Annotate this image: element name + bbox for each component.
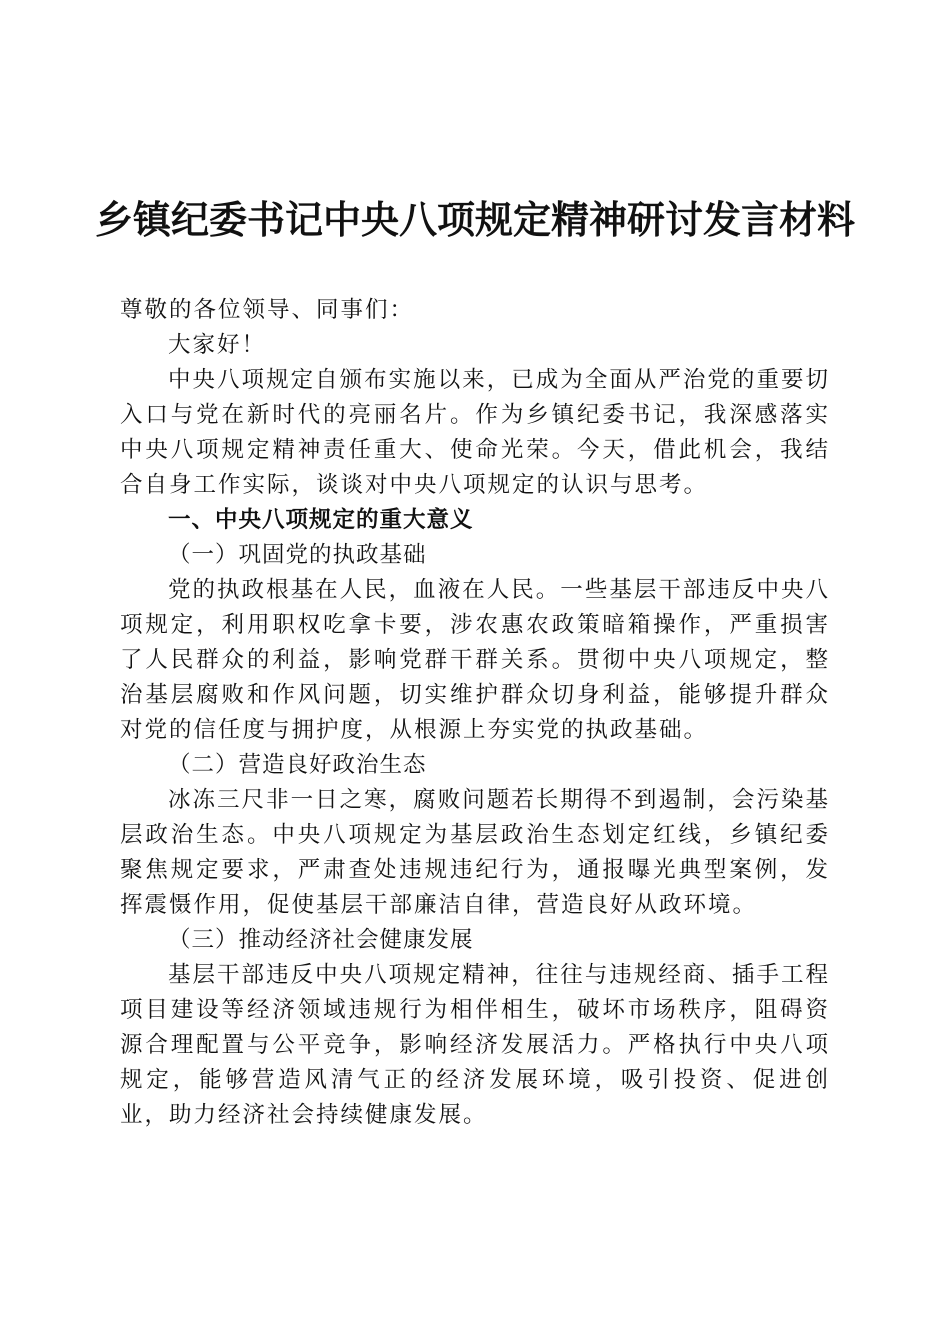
greeting: 大家好！: [168, 332, 267, 358]
salutation: 尊敬的各位领导、同事们：: [120, 297, 415, 323]
subsection-paragraph-2: 冰冻三尺非一日之寒，腐败问题若长期得不到遏制，会污染基层政治生态。中央八项规定为基层政治生态划定红线，乡镇纪委聚焦规定要求，严肃查处违规违纪行为，通报曝光典型案例，发挥震慑作用，促使基层干部廉洁自律，营造良好从政环境。: [120, 787, 830, 918]
document-title: 乡镇纪委书记中央八项规定精神研讨发言材料: [94, 198, 855, 242]
subsection-heading-1: （一）巩固党的执政基础: [168, 542, 427, 568]
subsection-paragraph-3: 基层干部违反中央八项规定精神，往往与违规经商、插手工程项目建设等经济领域违规行为相伴相生，破坏市场秩序，阻碍资源合理配置与公平竞争，影响经济发展活力。严格执行中央八项规定，能够营造风清气正的经济发展环境，吸引投资、促进创业，助力经济社会持续健康发展。: [120, 962, 830, 1128]
section-heading-1: 一、中央八项规定的重大意义: [168, 507, 474, 533]
document-body: [120, 293, 830, 1133]
intro-paragraph: 中央八项规定自颁布实施以来，已成为全面从严治党的重要切入口与党在新时代的亮丽名片。作为乡镇纪委书记，我深感落实中央八项规定精神责任重大、使命光荣。今天，借此机会，我结合自身工作实际，谈谈对中央八项规定的认识与思考。: [120, 367, 830, 498]
subsection-paragraph-1: 党的执政根基在人民，血液在人民。一些基层干部违反中央八项规定，利用职权吃拿卡要，涉农惠农政策暗箱操作，严重损害了人民群众的利益，影响党群干群关系。贯彻中央八项规定，整治基层腐败和作风问题，切实维护群众切身利益，能够提升群众对党的信任度与拥护度，从根源上夯实党的执政基础。: [120, 577, 830, 743]
subsection-heading-3: （三）推动经济社会健康发展: [168, 927, 474, 953]
subsection-heading-2: （二）营造良好政治生态: [168, 752, 427, 778]
